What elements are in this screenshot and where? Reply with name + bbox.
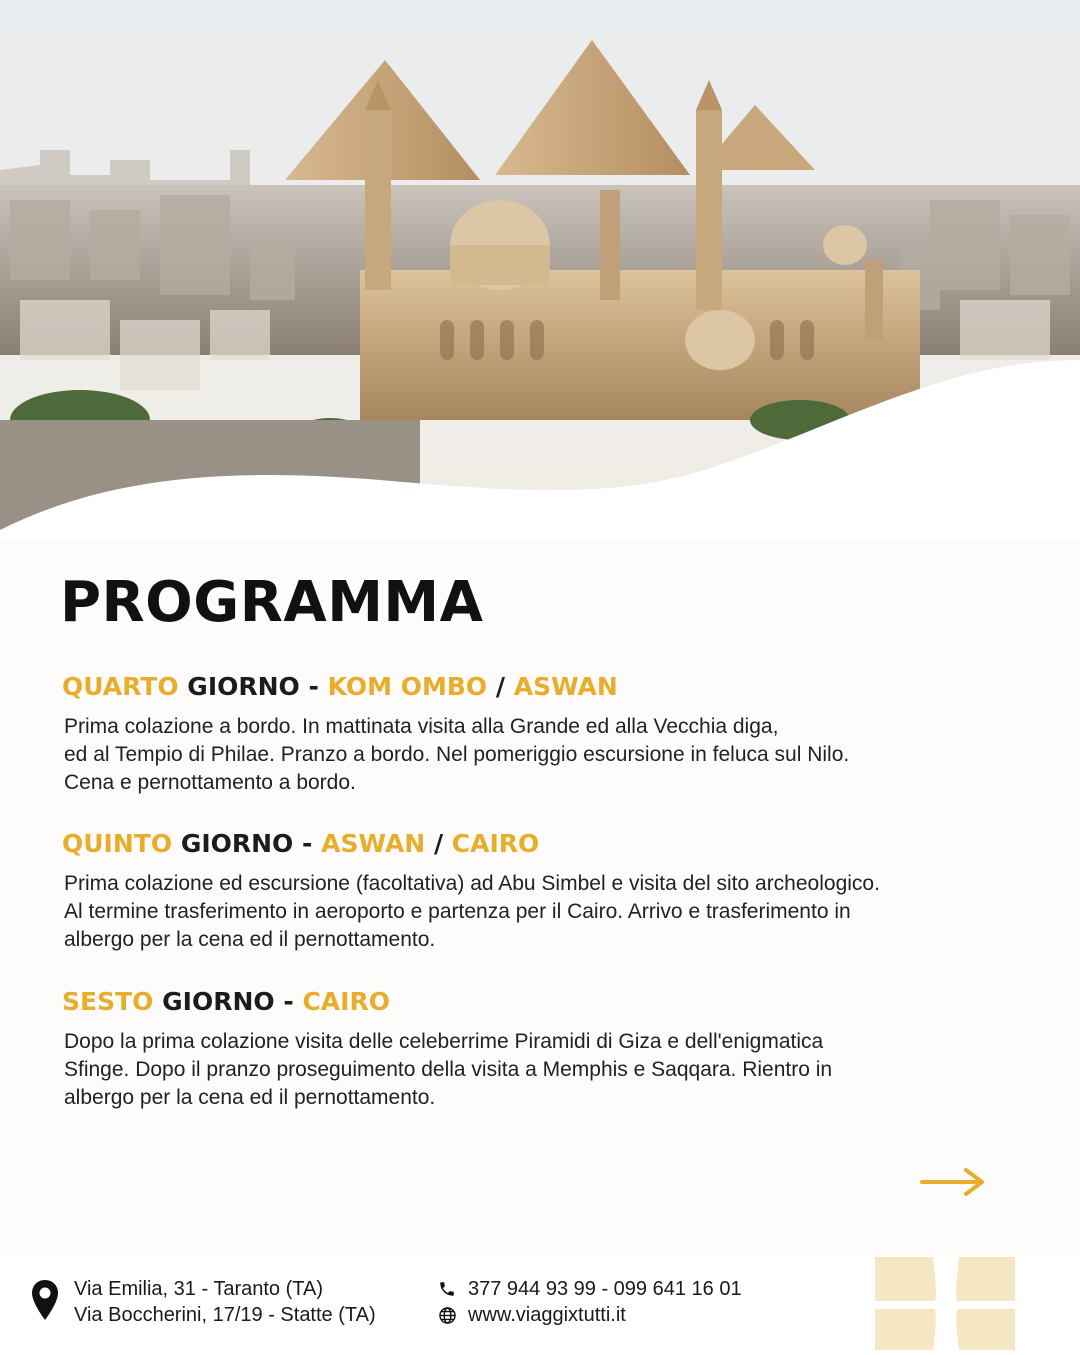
phone-numbers[interactable]: 377 944 93 99 - 099 641 16 01 [468, 1278, 742, 1300]
logo-mark [875, 1255, 1017, 1350]
day-dash: - [302, 829, 313, 858]
day-ordinal: QUINTO [62, 829, 173, 858]
day-ordinal: SESTO [62, 987, 154, 1016]
description-line: ed al Tempio di Philae. Pranzo a bordo. Nel pomeriggio escursione in feluca sul Nilo. [64, 743, 850, 766]
day-word: GIORNO [187, 672, 300, 701]
day-slash: / [495, 672, 506, 701]
contact-block [468, 1276, 742, 1328]
cairo-skyline-illustration [0, 0, 1080, 540]
description-line: albergo per la cena ed il pernottamento. [64, 928, 436, 951]
day-section [62, 672, 982, 797]
location-pin-icon [30, 1278, 60, 1327]
description-line: Prima colazione ed escursione (facoltativa) ad Abu Simbel e visita del sito archeologico. [64, 872, 880, 895]
day-slash: / [433, 829, 444, 858]
day-word: GIORNO [162, 987, 275, 1016]
day-description [64, 1028, 982, 1112]
address-line: Via Boccherini, 17/19 - Statte (TA) [74, 1304, 376, 1326]
globe-icon [438, 1306, 457, 1330]
description-line: Sfinge. Dopo il pranzo proseguimento della visita a Memphis e Saqqara. Rientro in [64, 1058, 833, 1081]
day-heading [62, 829, 982, 858]
description-line: albergo per la cena ed il pernottamento. [64, 1086, 436, 1109]
day-section [62, 829, 982, 954]
day-ordinal: QUARTO [62, 672, 179, 701]
website-link[interactable]: www.viaggixtutti.it [468, 1304, 626, 1326]
day-section [62, 987, 982, 1112]
arrow-right-icon [918, 1165, 988, 1199]
description-line: Dopo la prima colazione visita delle celeberrime Piramidi di Giza e dell'enigmatica [64, 1030, 824, 1053]
day-heading [62, 987, 982, 1016]
day-place: CAIRO [302, 987, 390, 1016]
page-title: PROGRAMMA [60, 570, 484, 635]
day-dash: - [308, 672, 319, 701]
day-word: GIORNO [180, 829, 294, 858]
description-line: Prima colazione a bordo. In mattinata visita alla Grande ed alla Vecchia diga, [64, 715, 779, 738]
day-description [64, 870, 982, 954]
description-line: Cena e pernottamento a bordo. [64, 771, 356, 794]
day-place: CAIRO [451, 829, 540, 858]
hero-image [0, 0, 1080, 540]
day-place: ASWAN [513, 672, 618, 701]
address-block [74, 1276, 376, 1328]
phone-icon [438, 1280, 456, 1303]
day-description [64, 713, 982, 797]
day-dash: - [283, 987, 294, 1016]
day-place: ASWAN [321, 829, 426, 858]
day-place: KOM OMBO [327, 672, 488, 701]
description-line: Al termine trasferimento in aeroporto e partenza per il Cairo. Arrivo e trasferimento in [64, 900, 851, 923]
day-heading [62, 672, 982, 701]
address-line: Via Emilia, 31 - Taranto (TA) [74, 1278, 323, 1300]
next-button[interactable] [918, 1165, 988, 1199]
brand-logo [875, 1255, 1017, 1350]
